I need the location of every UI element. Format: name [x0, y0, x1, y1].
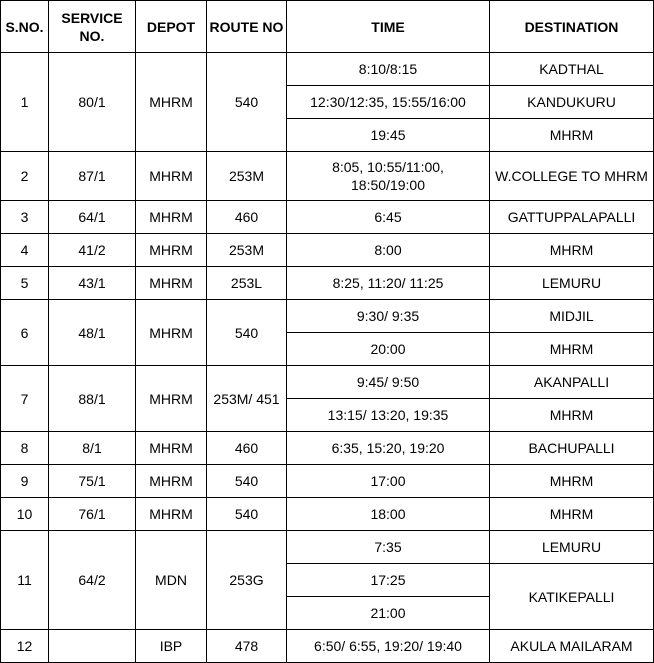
cell-depot: IBP: [136, 630, 207, 663]
cell-depot: MHRM: [136, 201, 207, 234]
cell-destination: AKULA MAILARAM: [490, 630, 654, 663]
table-row: [1, 531, 654, 564]
cell-depot: MHRM: [136, 267, 207, 300]
time-line: 18:50/19:00: [351, 177, 425, 193]
cell-time: [287, 152, 490, 201]
cell-time: 6:35, 15:20, 19:20: [287, 432, 490, 465]
cell-depot: MHRM: [136, 465, 207, 498]
cell-route-no: 540: [207, 498, 287, 531]
table-row: [1, 53, 654, 86]
cell-time: 19:45: [287, 119, 490, 152]
header-route-no: ROUTE NO: [207, 1, 287, 53]
cell-service-no: 80/1: [49, 53, 136, 152]
cell-route-no: 478: [207, 630, 287, 663]
cell-sno: 4: [1, 234, 49, 267]
cell-destination: MHRM: [490, 465, 654, 498]
cell-time: 6:45: [287, 201, 490, 234]
cell-depot: MHRM: [136, 234, 207, 267]
cell-destination: MHRM: [490, 333, 654, 366]
cell-service-no: [49, 630, 136, 663]
cell-service-no: 87/1: [49, 152, 136, 201]
cell-route-no: 253M: [207, 152, 287, 201]
cell-destination: LEMURU: [490, 267, 654, 300]
cell-service-no: 75/1: [49, 465, 136, 498]
cell-time: 9:45/ 9:50: [287, 366, 490, 399]
cell-time: 8:25, 11:20/ 11:25: [287, 267, 490, 300]
cell-sno: 5: [1, 267, 49, 300]
table-row: [1, 498, 654, 531]
cell-destination: MIDJIL: [490, 300, 654, 333]
cell-sno: 12: [1, 630, 49, 663]
cell-depot: MHRM: [136, 432, 207, 465]
cell-destination: W.COLLEGE TO MHRM: [490, 152, 654, 201]
cell-service-no: 41/2: [49, 234, 136, 267]
cell-depot: MHRM: [136, 498, 207, 531]
header-service-no: SERVICE NO.: [49, 1, 136, 53]
cell-sno: 8: [1, 432, 49, 465]
cell-sno: 3: [1, 201, 49, 234]
cell-service-no: 48/1: [49, 300, 136, 366]
cell-destination: MHRM: [490, 498, 654, 531]
table-row: [1, 201, 654, 234]
cell-time: 12:30/12:35, 15:55/16:00: [287, 86, 490, 119]
cell-route-no: 253L: [207, 267, 287, 300]
header-row: [1, 1, 654, 53]
cell-depot: MHRM: [136, 53, 207, 152]
cell-time: 8:10/8:15: [287, 53, 490, 86]
table-row: [1, 234, 654, 267]
cell-sno: 2: [1, 152, 49, 201]
header-destination: DESTINATION: [490, 1, 654, 53]
cell-depot: MHRM: [136, 366, 207, 432]
header-sno: S.NO.: [1, 1, 49, 53]
cell-sno: 11: [1, 531, 49, 630]
cell-service-no: 88/1: [49, 366, 136, 432]
cell-depot: MHRM: [136, 152, 207, 201]
cell-route-no: 540: [207, 465, 287, 498]
cell-route-no: 253M/ 451: [207, 366, 287, 432]
cell-time: 17:25: [287, 564, 490, 597]
cell-destination: MHRM: [490, 234, 654, 267]
cell-destination: AKANPALLI: [490, 366, 654, 399]
cell-service-no: 64/1: [49, 201, 136, 234]
cell-time: 9:30/ 9:35: [287, 300, 490, 333]
cell-sno: 9: [1, 465, 49, 498]
table-row: [1, 267, 654, 300]
cell-sno: 1: [1, 53, 49, 152]
table-row: [1, 630, 654, 663]
cell-time: 13:15/ 13:20, 19:35: [287, 399, 490, 432]
cell-sno: 7: [1, 366, 49, 432]
cell-time: 17:00: [287, 465, 490, 498]
table-row: [1, 300, 654, 333]
cell-time: 8:00: [287, 234, 490, 267]
table-row: [1, 366, 654, 399]
cell-route-no: 253G: [207, 531, 287, 630]
cell-route-no: 540: [207, 53, 287, 152]
table-row: [1, 432, 654, 465]
cell-sno: 6: [1, 300, 49, 366]
cell-route-no: 460: [207, 432, 287, 465]
cell-destination: LEMURU: [490, 531, 654, 564]
cell-route-no: 460: [207, 201, 287, 234]
table-body: [1, 53, 654, 663]
cell-service-no: 76/1: [49, 498, 136, 531]
cell-service-no: 8/1: [49, 432, 136, 465]
header-depot: DEPOT: [136, 1, 207, 53]
cell-time: 6:50/ 6:55, 19:20/ 19:40: [287, 630, 490, 663]
cell-time: 18:00: [287, 498, 490, 531]
cell-destination: GATTUPPALAPALLI: [490, 201, 654, 234]
cell-service-no: 64/2: [49, 531, 136, 630]
cell-sno: 10: [1, 498, 49, 531]
cell-destination: KADTHAL: [490, 53, 654, 86]
cell-destination: MHRM: [490, 119, 654, 152]
cell-depot: MHRM: [136, 300, 207, 366]
cell-time: 20:00: [287, 333, 490, 366]
cell-route-no: 253M: [207, 234, 287, 267]
cell-destination: BACHUPALLI: [490, 432, 654, 465]
cell-route-no: 540: [207, 300, 287, 366]
cell-destination: KANDUKURU: [490, 86, 654, 119]
cell-destination: KATIKEPALLI: [490, 564, 654, 630]
cell-destination: MHRM: [490, 399, 654, 432]
cell-service-no: 43/1: [49, 267, 136, 300]
cell-time: 21:00: [287, 597, 490, 630]
table-row: [1, 465, 654, 498]
time-line: 8:05, 10:55/11:00,: [332, 159, 444, 175]
cell-depot: MDN: [136, 531, 207, 630]
table-row: [1, 152, 654, 201]
header-time: TIME: [287, 1, 490, 53]
cell-time: 7:35: [287, 531, 490, 564]
